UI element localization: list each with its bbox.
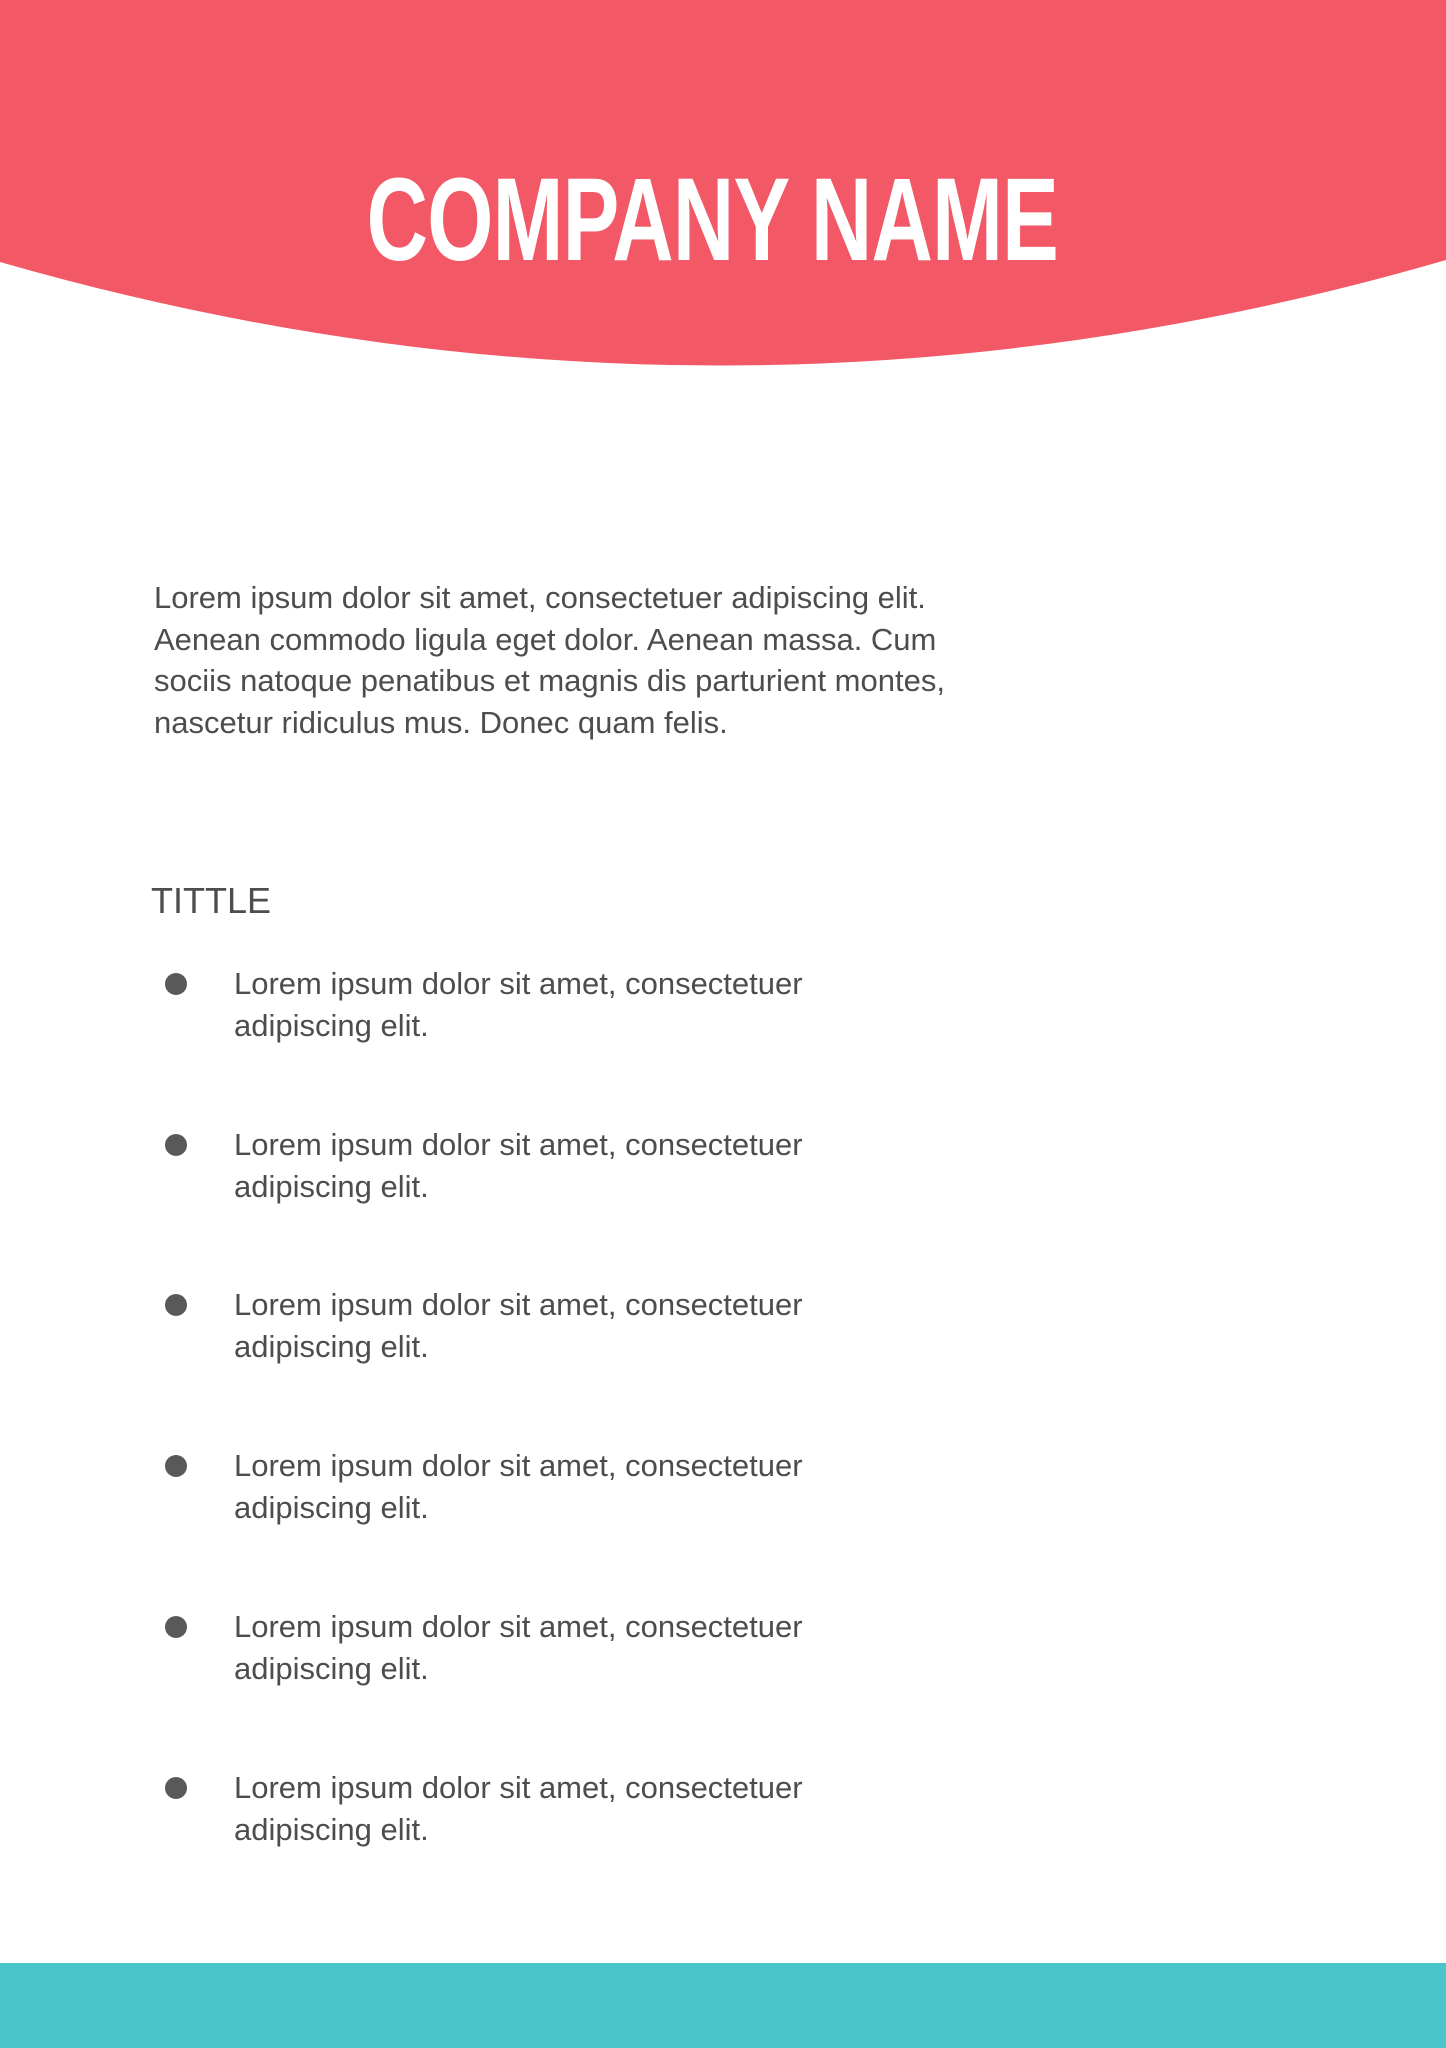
bullet-dot-icon: [165, 1134, 187, 1156]
list-item-text: Lorem ipsum dolor sit amet, consectetuer adipiscing elit.: [234, 1127, 803, 1204]
section-title: TITTLE: [151, 880, 272, 921]
list-item-text: Lorem ipsum dolor sit amet, consectetuer adipiscing elit.: [234, 1448, 803, 1525]
company-name: COMPANY NAME: [366, 154, 1059, 286]
list-item-text: Lorem ipsum dolor sit amet, consectetuer adipiscing elit.: [234, 1287, 803, 1364]
list-item-text: Lorem ipsum dolor sit amet, consectetuer adipiscing elit.: [234, 1770, 803, 1847]
bullet-dot-icon: [165, 1294, 187, 1316]
list-item-text: Lorem ipsum dolor sit amet, consectetuer adipiscing elit.: [234, 966, 803, 1043]
footer-bar: [0, 1963, 1446, 2048]
list-item-text: Lorem ipsum dolor sit amet, consectetuer adipiscing elit.: [234, 1609, 803, 1686]
bullet-dot-icon: [165, 973, 187, 995]
bullet-dot-icon: [165, 1616, 187, 1638]
bullet-dot-icon: [165, 1455, 187, 1477]
bullet-dot-icon: [165, 1777, 187, 1799]
intro-paragraph: Lorem ipsum dolor sit amet, consectetuer adipiscing elit. Aenean commodo ligula eget dolor. Aenean massa. Cum sociis natoque penatibus et magnis dis parturient montes, nascetur ridiculus mus. Donec quam felis.: [154, 580, 945, 740]
